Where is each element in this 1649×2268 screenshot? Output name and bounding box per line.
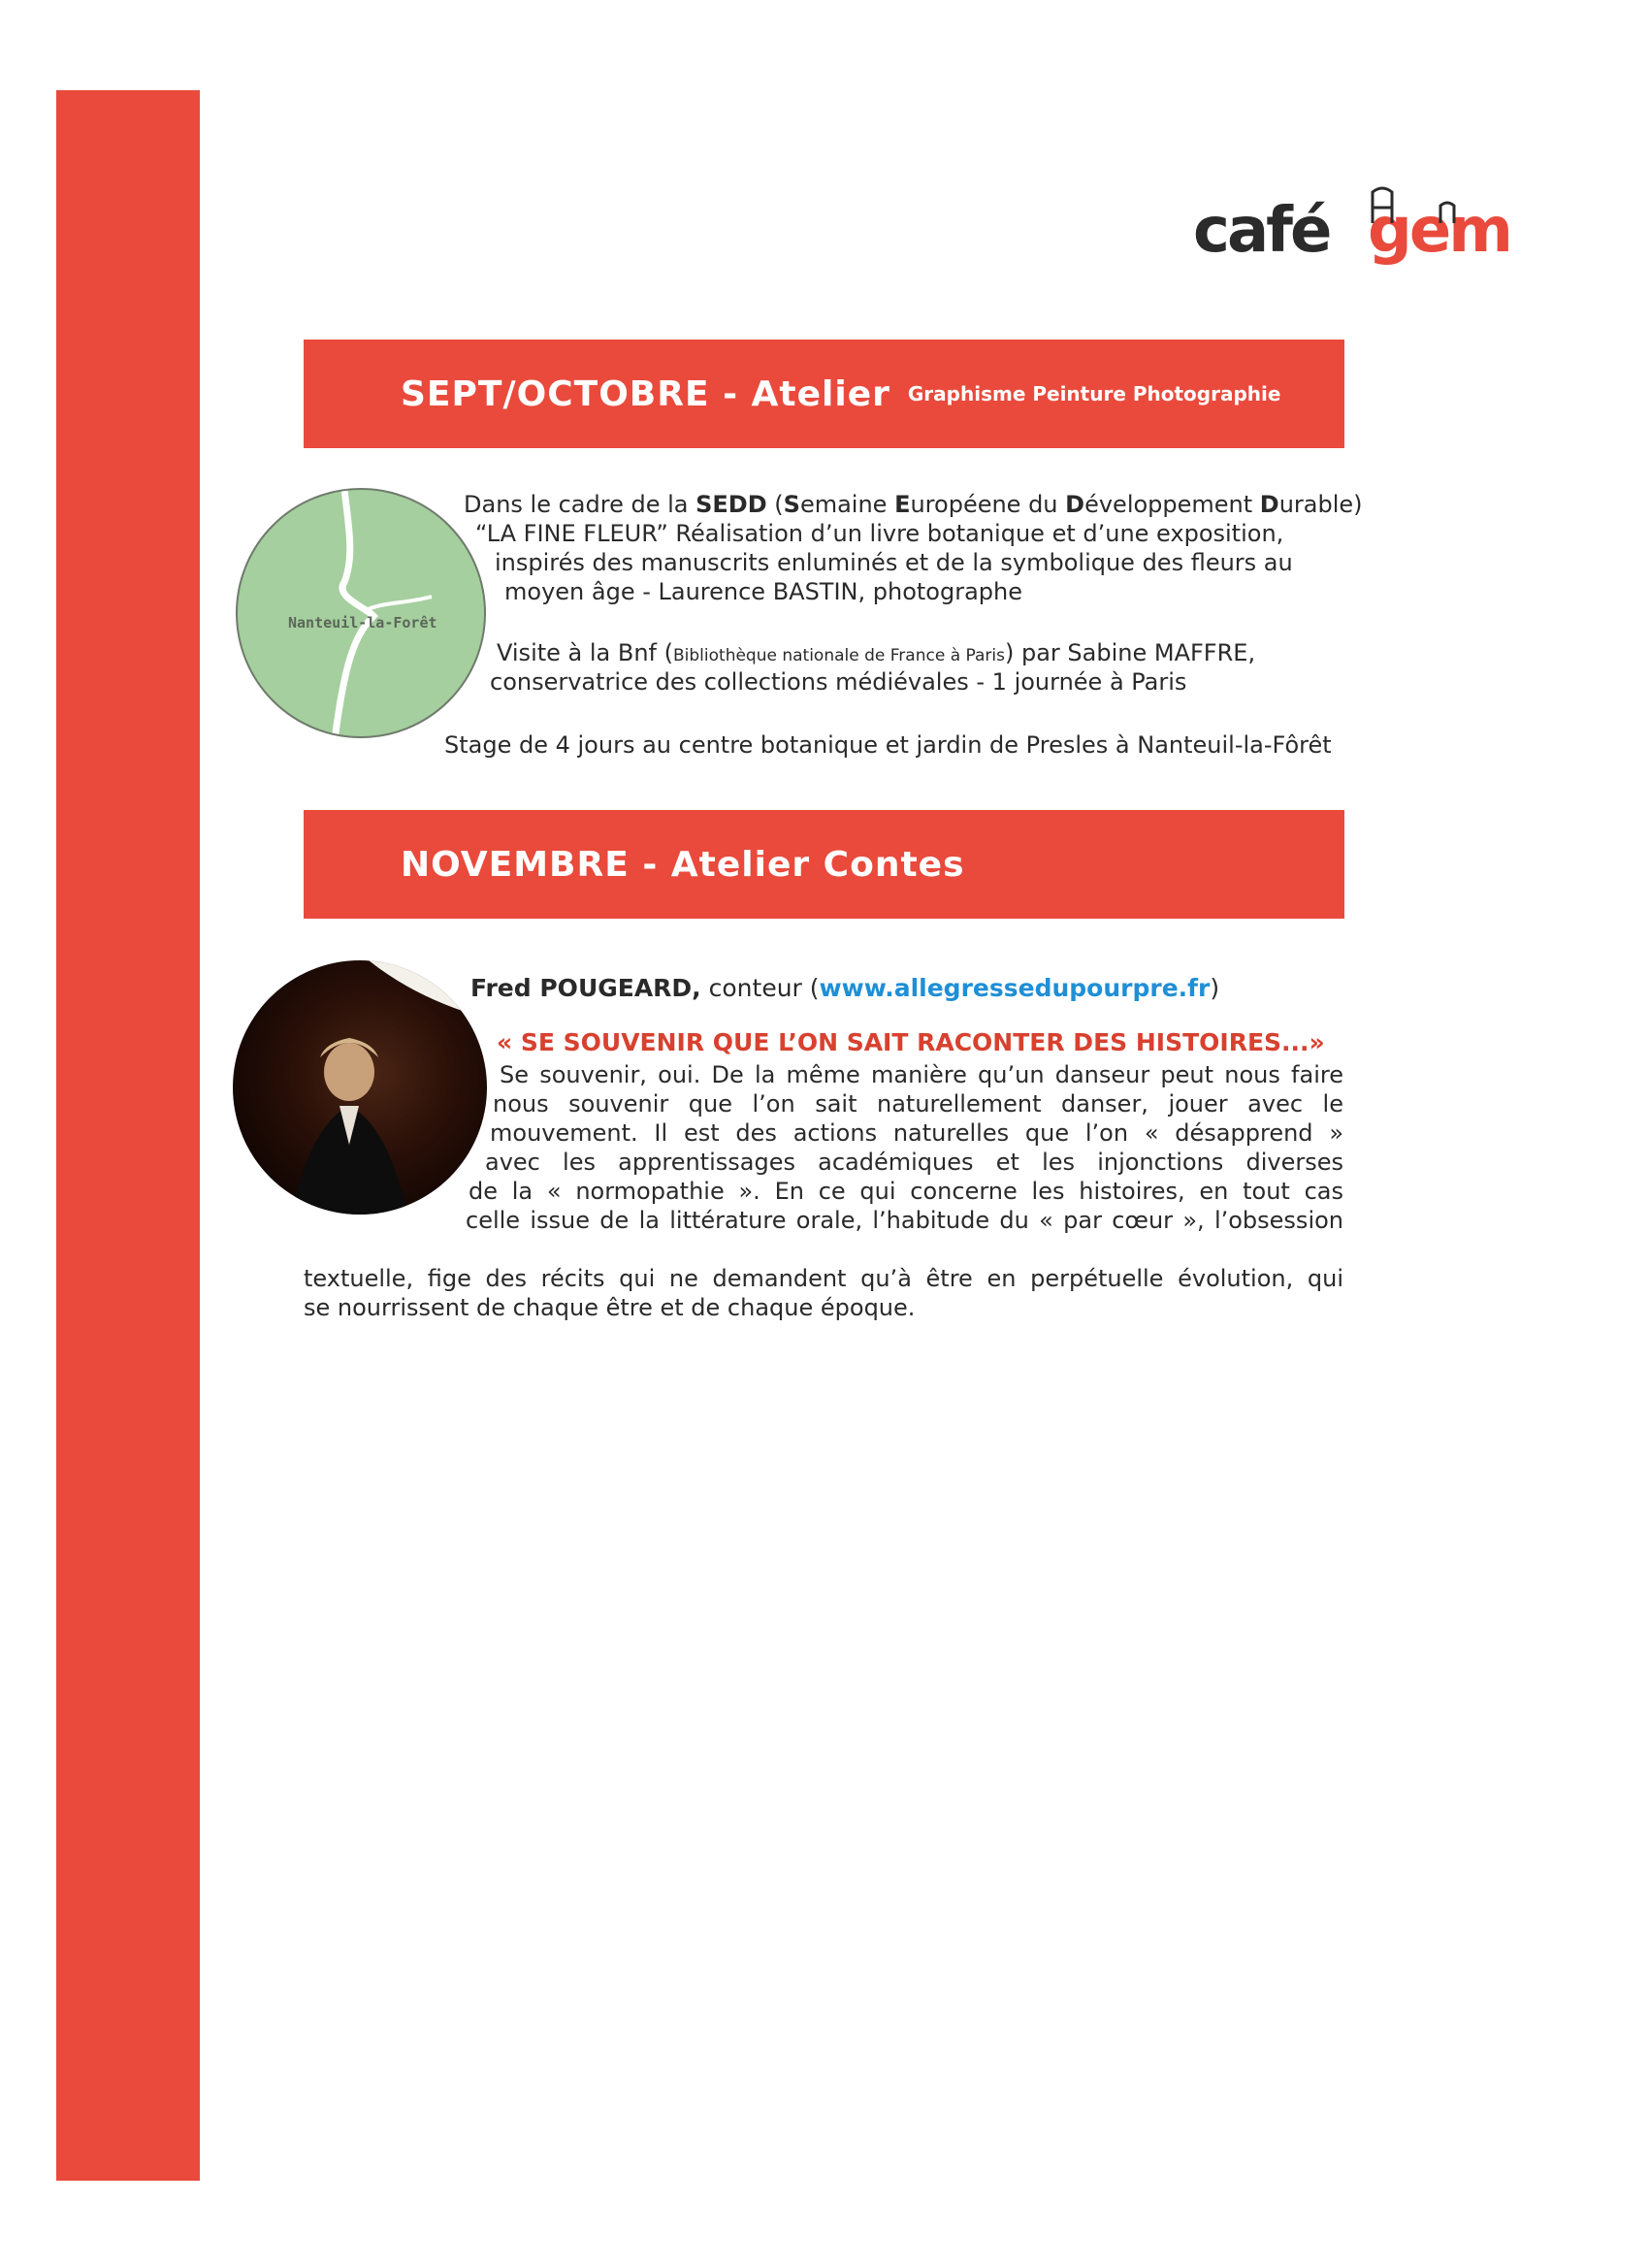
logo-text-cafe: café: [1193, 195, 1330, 267]
website-link[interactable]: www.allegressedupourpre.fr: [819, 974, 1211, 1002]
paragraph-line: Se souvenir, oui. De la même manière qu’un danseur peut nous faire: [500, 1061, 1343, 1088]
paragraph-line: se nourrissent de chaque être et de chaque époque.: [304, 1294, 916, 1321]
chair-icons: [1183, 184, 1474, 272]
photo-figure: [233, 960, 487, 1215]
photographe-line: moyen âge - Laurence BASTIN, photographe: [504, 578, 1022, 605]
paragraph-line: avec les apprentissages académiques et les injonctions diverses: [485, 1149, 1343, 1176]
stage-line: Stage de 4 jours au centre botanique et jardin de Presles à Nanteuil-la-Fôrêt: [444, 731, 1332, 759]
quote-title: « SE SOUVENIR QUE L’ON SAIT RACONTER DES HISTOIRES...»: [497, 1028, 1325, 1056]
paragraph-line: mouvement. Il est des actions naturelles que l’on « désapprend »: [490, 1119, 1343, 1147]
fine-fleur-line: “LA FINE FLEUR” Réalisation d’un livre botanique et d’une exposition,: [475, 520, 1284, 547]
paragraph-line: de la « normopathie ». En ce qui concerne les histoires, en tout cas: [469, 1178, 1343, 1205]
banner-title: NOVEMBRE - Atelier Contes: [401, 844, 965, 885]
manuscrits-line: inspirés des manuscrits enluminés et de la symbolique des fleurs au: [495, 549, 1293, 576]
bnf-visit-line: Visite à la Bnf (Bibliothèque nationale de France à Paris) par Sabine MAFFRE,: [497, 639, 1256, 666]
cafe-gem-logo: [1183, 184, 1510, 272]
banner-subtitle: Graphisme Peinture Photographie: [907, 382, 1281, 405]
map-label: Nanteuil-la-Forêt: [288, 614, 437, 632]
paragraph-line: nous souvenir que l’on sait naturellement danser, jouer avec le: [493, 1090, 1343, 1118]
banner-title: SEPT/OCTOBRE - Atelier: [401, 373, 890, 414]
banner-sept-octobre: [304, 340, 1344, 448]
conservatrice-line: conservatrice des collections médiévales - 1 journée à Paris: [490, 668, 1187, 696]
sedd-line: Dans le cadre de la SEDD (Semaine Européene du Développement Durable): [464, 491, 1363, 518]
paragraph-line: textuelle, fige des récits qui ne demandent qu’à être en perpétuelle évolution, qui: [304, 1265, 1343, 1292]
map-image: [236, 488, 486, 738]
storyteller-photo: [233, 960, 487, 1215]
logo-text-gem: gem: [1368, 195, 1510, 267]
banner-novembre: [304, 810, 1344, 919]
red-side-bar: [56, 90, 200, 2181]
paragraph-line: celle issue de la littérature orale, l’habitude du « par cœur », l’obsession: [466, 1207, 1343, 1234]
storyteller-heading: Fred POUGEARD, conteur (www.allegressedupourpre.fr): [470, 974, 1220, 1002]
